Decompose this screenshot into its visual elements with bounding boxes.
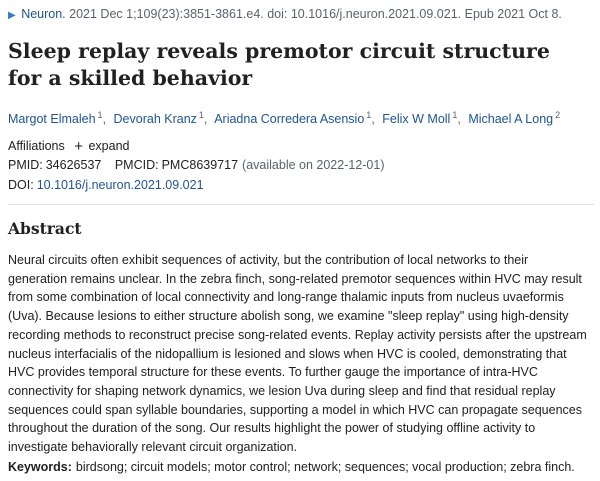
section-divider [8, 204, 594, 205]
author-link[interactable]: Margot Elmaleh [8, 112, 96, 127]
author-list [8, 110, 560, 126]
pmcid-availability-note: (available on 2022-12-01) [242, 158, 385, 172]
doi-row [8, 178, 204, 192]
journal-link[interactable]: Neuron. [21, 7, 66, 21]
author-link[interactable]: Ariadna Corredera Asensio [214, 112, 365, 127]
keywords-label: Keywords: [8, 460, 72, 474]
pmid-label: PMID: [8, 158, 43, 172]
author-item: Felix W Moll $^1$, [382, 110, 461, 127]
author-affiliation-number[interactable]: 1 [97, 110, 103, 120]
doi-label: DOI: [8, 178, 34, 192]
author-link[interactable]: Devorah Kranz [113, 112, 197, 127]
author-item: Ariadna Corredera Asensio $^1$, [214, 110, 375, 127]
pmid-row [8, 158, 385, 172]
article-title: Sleep replay reveals premotor circuit structure for a skilled behavior [8, 39, 550, 90]
affiliations-label: Affiliations [8, 139, 65, 153]
expand-label: expand [88, 139, 130, 153]
keywords-row [8, 460, 575, 474]
citation-details: 2021 Dec 1;109(23):3851-3861.e4. doi: 10.1016/j.neuron.2021.09.021. Epub 2021 Oct 8. [69, 7, 562, 21]
author-affiliation-number[interactable]: 1 [452, 110, 458, 120]
author-affiliation-number[interactable]: 2 [555, 110, 561, 120]
abstract-text: Neural circuits often exhibit sequences of activity, but the contribution of local networks to their generation remains unclear. In the zebra finch, song-related premotor sequences within HVC may result from some combination of local connectivity and long-range thalamic inputs from nucleus uvaeformis (Uva). Because lesions to either structure abolish song, we examine "sleep replay" using high-density recording methods to reconstruct precise song-related events. Replay activity persists after the upstream nucleus interfacialis of the nidopallium is lesioned and slows when HVC is cooled, demonstrating that HVC provides temporal structure for these events. To further gauge the importance of intra-HVC connectivity for shaping network dynamics, we lesion Uva during sleep and find that residual replay sequences could span syllable boundaries, supporting a model in which HVC can propagate sequences throughout the duration of the song. Our results highlight the power of studying offline activity to investigate behaviorally relevant circuit organization. [8, 253, 587, 455]
author-affiliation-number[interactable]: 1 [366, 110, 372, 120]
author-item: Margot Elmaleh $^1$, [8, 110, 107, 127]
pmcid-value: PMC8639717 [161, 158, 239, 172]
citation-line [8, 7, 562, 21]
pmid-value: 34626537 [45, 158, 102, 172]
abstract-heading: Abstract [8, 219, 82, 238]
doi-link[interactable]: 10.1016/j.neuron.2021.09.021 [36, 178, 204, 192]
author-item: Devorah Kranz $^1$, [113, 110, 208, 127]
author-item [468, 112, 560, 126]
plus-icon: + [74, 138, 83, 155]
author-link[interactable]: Michael A Long [468, 112, 554, 127]
pmcid-label: PMCID: [114, 158, 159, 172]
affiliations-toggle[interactable] [8, 138, 130, 155]
author-link[interactable]: Felix W Moll [382, 112, 451, 127]
keywords-text: birdsong; circuit models; motor control; network; sequences; vocal production; zebra finch. [75, 460, 575, 474]
triangle-right-icon: ▶ [8, 10, 16, 21]
author-affiliation-number[interactable]: 1 [198, 110, 204, 120]
